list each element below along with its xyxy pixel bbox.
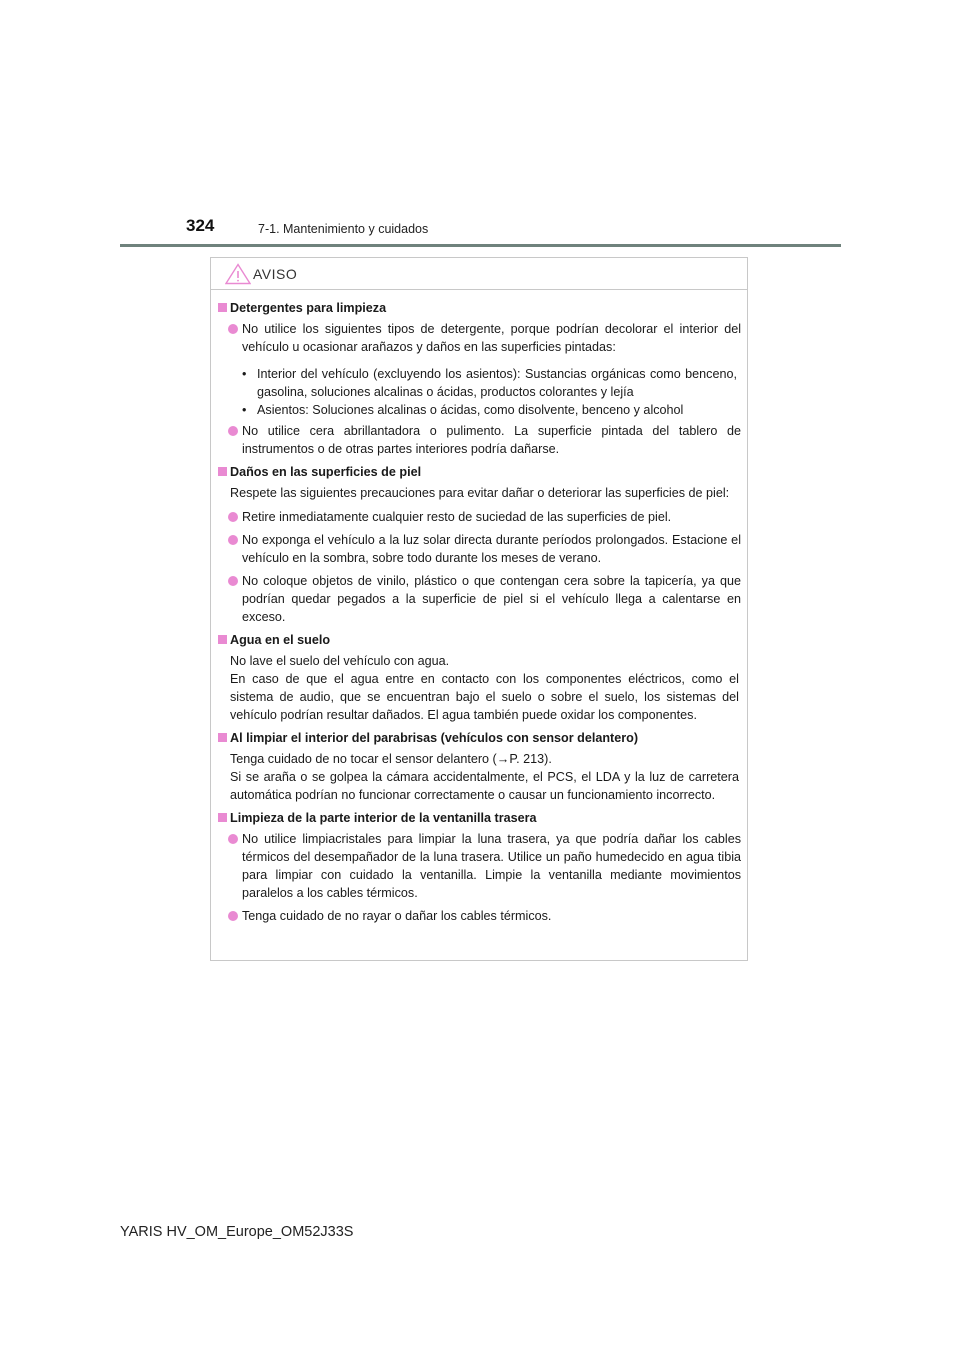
warning-box xyxy=(210,257,748,961)
square-bullet-icon xyxy=(218,813,227,822)
round-bullet-icon xyxy=(228,911,238,921)
section-title xyxy=(211,631,747,649)
section-title-text: Detergentes para limpieza xyxy=(230,301,387,315)
section-title xyxy=(211,299,747,317)
round-bullet-icon xyxy=(228,576,238,586)
sub-item xyxy=(211,401,747,419)
bullet-item xyxy=(211,508,747,526)
paragraph: No lave el suelo del vehículo con agua. xyxy=(230,654,450,668)
sub-item-text: Asientos: Soluciones alcalinas o ácidas, como disolvente, benceno y alcohol xyxy=(257,403,684,417)
section-title-text: Agua en el suelo xyxy=(230,633,331,647)
bullet-item xyxy=(211,320,747,356)
round-bullet-icon xyxy=(228,324,238,334)
bullet-item xyxy=(211,830,747,902)
bullet-text: Retire inmediatamente cualquier resto de suciedad de las superficies de piel. xyxy=(242,510,672,524)
bullet-item xyxy=(211,422,747,458)
dot-marker: • xyxy=(242,367,247,381)
chapter-title: 7-1. Mantenimiento y cuidados xyxy=(258,222,429,236)
section-title xyxy=(211,729,747,747)
section-title-text: Limpieza de la parte interior de la ventanilla trasera xyxy=(230,811,537,825)
square-bullet-icon xyxy=(218,635,227,644)
dot-marker: • xyxy=(242,403,247,417)
section-piel xyxy=(211,463,747,626)
warning-triangle-icon xyxy=(225,263,251,285)
warning-header xyxy=(211,258,747,290)
header-rule xyxy=(120,244,841,247)
bullet-item xyxy=(211,572,747,626)
square-bullet-icon xyxy=(218,467,227,476)
section-agua xyxy=(211,631,747,724)
bullet-text: No coloque objetos de vinilo, plástico o que contengan cera sobre la tapicería, ya que podrían quedar pegados a la superficie de piel si el vehículo llega a calentarse en exceso. xyxy=(242,574,741,624)
round-bullet-icon xyxy=(228,512,238,522)
bullet-text: Tenga cuidado de no rayar o dañar los cables térmicos. xyxy=(242,909,552,923)
bullet-text: No utilice cera abrillantadora o pulimento. La superficie pintada del tablero de instrumentos o de otras partes interiores podría dañarse. xyxy=(242,424,741,456)
section-title-text: Al limpiar el interior del parabrisas (vehículos con sensor delantero) xyxy=(230,731,639,745)
square-bullet-icon xyxy=(218,733,227,742)
document-id: YARIS HV_OM_Europe_OM52J33S xyxy=(120,1224,354,1240)
bullet-item xyxy=(211,531,747,567)
warning-content xyxy=(211,299,747,930)
section-ventanilla xyxy=(211,809,747,925)
bullet-text: No utilice limpiacristales para limpiar la luna trasera, ya que podría dañar los cables térmicos del desempañador de la luna trasera. Utilice un paño humedecido en agua tibia para limpiar con cuidado la ventanilla. Limpie la ventanilla mediante movimientos paralelos a los cables térmicos. xyxy=(242,832,741,900)
sub-item-text: Interior del vehículo (excluyendo los asientos): Sustancias orgánicas como benceno, gasolina, soluciones alcalinas o ácidas, productos colorantes y lejía xyxy=(257,367,737,399)
warning-title: AVISO xyxy=(253,266,298,282)
section-parabrisas xyxy=(211,729,747,804)
paragraph: Si se araña o se golpea la cámara accidentalmente, el PCS, el LDA y la luz de carretera automática podrían no funcionar correctamente o causar un funcionamiento incorrecto. xyxy=(230,770,739,802)
section-title xyxy=(211,463,747,481)
bullet-text: No utilice los siguientes tipos de detergente, porque podrían decolorar el interior del vehículo u ocasionar arañazos y daños en las superficies pintadas: xyxy=(242,322,741,354)
round-bullet-icon xyxy=(228,426,238,436)
page-number: 324 xyxy=(186,216,215,235)
sub-item xyxy=(211,365,747,401)
round-bullet-icon xyxy=(228,834,238,844)
paragraph: En caso de que el agua entre en contacto con los componentes eléctricos, como el sistema de audio, que se encuentran bajo el suelo o sobre el suelo, los sistemas del vehículo podrían resultar dañados. El agua también puede oxidar los componentes. xyxy=(230,672,739,722)
section-title-text: Daños en las superficies de piel xyxy=(230,465,422,479)
bullet-item xyxy=(211,907,747,925)
square-bullet-icon xyxy=(218,303,227,312)
paragraph: Respete las siguientes precauciones para evitar dañar o deteriorar las superficies de piel: xyxy=(230,486,730,500)
round-bullet-icon xyxy=(228,535,238,545)
section-title xyxy=(211,809,747,827)
bullet-text: No exponga el vehículo a la luz solar directa durante períodos prolongados. Estacione el vehículo en la sombra, sobre todo durante los meses de verano. xyxy=(242,533,741,565)
paragraph: Tenga cuidado de no tocar el sensor delantero (→P. 213). xyxy=(230,752,552,766)
section-detergentes xyxy=(211,299,747,458)
